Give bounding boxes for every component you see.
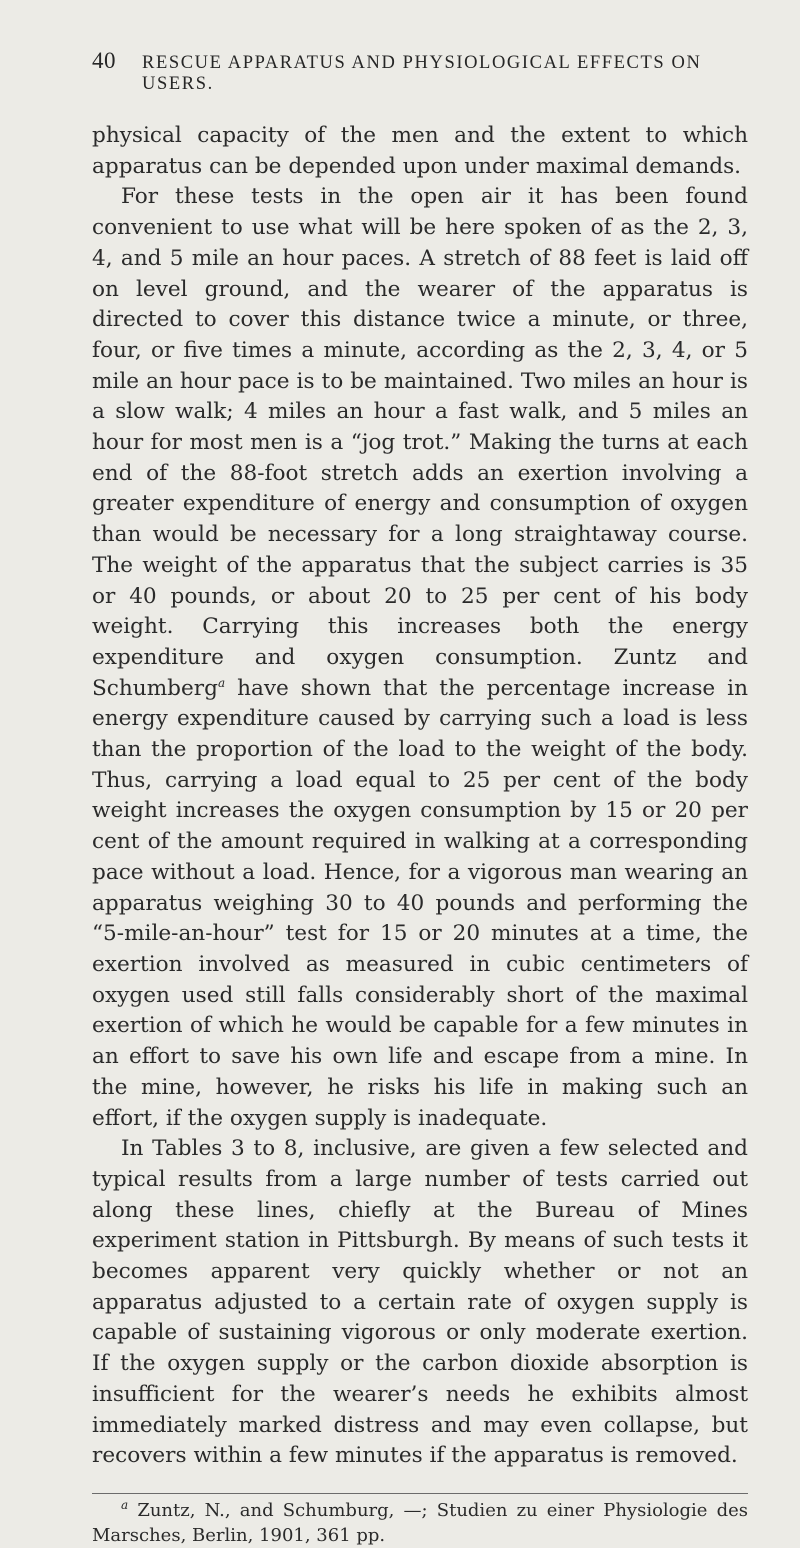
paragraph-2: [92, 182, 748, 1134]
footnote-divider: [92, 1493, 748, 1494]
paragraph-3: In Tables 3 to 8, inclusive, are given a few selected and typical results from a large number of tests carried out along these lines, chiefly at the Bureau of Mines experiment station in Pittsburgh. By means of such tests it becomes apparent very quickly whether or not an apparatus adjusted to a certain rate of oxygen supply is capable of sustaining vigorous or only moderate exertion. If the oxygen supply or the carbon dioxide absorption is insufficient for the wearer’s needs he exhibits almost immediately marked distress and may even collapse, but recovers within a few minutes if the apparatus is removed.: [92, 1136, 748, 1469]
paragraph-1: physical capacity of the men and the extent to which apparatus can be depended upon under maximal demands.: [92, 123, 748, 179]
footnote: [92, 1498, 748, 1548]
paragraph-2-part-a: For these tests in the open air it has been found convenient to use what will be here spoken of as the 2, 3, 4, and 5 mile an hour paces. A stretch of 88 feet is laid off on level ground, and the wearer of the apparatus is directed to cover this distance twice a minute, or three, four, or five times a minute, according as the 2, 3, 4, or 5 mile an hour pace is to be maintained. Two miles an hour is a slow walk; 4 miles an hour a fast walk, and 5 miles an hour for most men is a “jog trot.” Making the turns at each end of the 88-foot stretch adds an exertion involving a greater expenditure of energy and consumption of oxygen than would be necessary for a long straightaway course. The weight of the apparatus that the subject carries is 35 or 40 pounds, or about 20 to 25 per cent of his body weight. Carrying this increases both the energy expenditure and oxygen consumption. Zuntz and Schumberg: [92, 184, 748, 701]
footnote-text: Zuntz, N., and Schumburg, —; Studien zu einer Physiologie des Marsches, Berlin, 1901, 361 pp.: [92, 1499, 748, 1546]
body-text: [92, 121, 748, 1472]
footnote-marker: a: [121, 1497, 129, 1512]
page-number: 40: [92, 48, 116, 73]
running-title: RESCUE APPARATUS AND PHYSIOLOGICAL EFFECTS ON USERS.: [142, 53, 702, 94]
running-head: [92, 48, 748, 95]
footnote-reference[interactable]: a: [217, 675, 226, 690]
paragraph-2-part-b: have shown that the percentage increase in energy expenditure caused by carrying such a load is less than the proportion of the load to the weight of the body. Thus, carrying a load equal to 25 per cent of the body weight increases the oxygen consumption by 15 or 20 per cent of the amount required in walking at a corresponding pace without a load. Hence, for a vigorous man wearing an apparatus weighing 30 to 40 pounds and performing the “5-mile-an-hour” test for 15 or 20 minutes at a time, the exertion involved as measured in cubic centimeters of oxygen used still falls considerably short of the maximal exertion of which he would be capable for a few minutes in an effort to save his own life and escape from a mine. In the mine, however, he risks his life in making such an effort, if the oxygen supply is inadequate.: [92, 675, 748, 1131]
